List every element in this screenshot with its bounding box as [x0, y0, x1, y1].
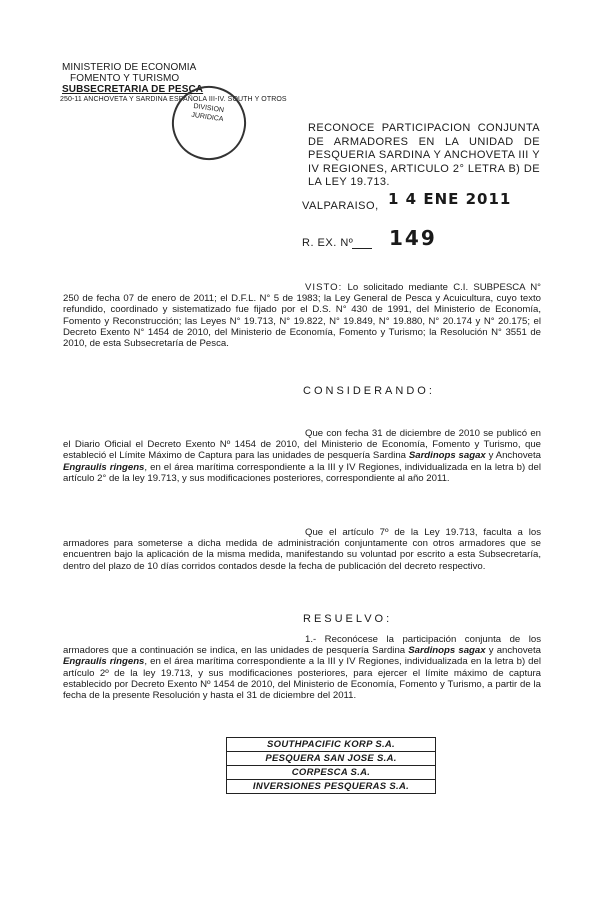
resuelvo-p1-text-a: 1.- Reconócese la participación conjunta de los armadores que a continuación se indica, en las unidades de pesquería Sardina — [63, 634, 541, 657]
species-anchoveta: Engraulis ringens — [63, 656, 145, 668]
species-anchoveta: Engraulis ringens — [63, 461, 145, 473]
company-name: SOUTHPACIFIC KORP S.A. — [227, 738, 436, 752]
visto-text: Lo solicitado mediante C.I. SUBPESCA N° 250 de fecha 07 de enero de 2011; el D.F.L. N° 5 de 1983; la Ley General de Pesca y Acuicultura, cuyo texto refundido, coordinado y sistematizado fue fijado por el D.S. N° 430 de 1991, del Ministerio de Economía, Fomento y Reconstrucción; las Leyes N° 19.713, N° 19.822, N° 19.849, N° 19.880, N° 20.174 y N° 20.175; el Decreto Exento N° 1454 de 2010, del Ministerio de Economía, Fomento y Turismo; la Resolución N° 3551 de 2010, de esta Subsecretaría de Pesca. — [63, 282, 541, 350]
table-row — [227, 738, 436, 752]
visto-paragraph — [63, 282, 541, 349]
ministry-name: MINISTERIO DE ECONOMIA — [62, 62, 197, 73]
company-name: INVERSIONES PESQUERAS S.A. — [227, 780, 436, 794]
table-row — [227, 752, 436, 766]
date-stamp: 1 4 ENE 2011 — [388, 190, 512, 208]
considerando-p1-text-a: Que con fecha 31 de diciembre de 2010 se publicó en el Diario Oficial el Decreto Exento Nº 1454 de 2010, del Ministerio de Economía, Fomento y Turismo, que estableció el Límite Máximo de Captura para las unidades de pesquería Sardina — [63, 428, 541, 462]
table-row — [227, 780, 436, 794]
considerando-paragraph-1 — [63, 428, 541, 484]
visto-label: VISTO: — [305, 282, 343, 293]
resuelvo-p1-text-b: y anchoveta — [485, 645, 541, 657]
considerando-p2-text: Que el artículo 7º de la Ley 19.713, faculta a los armadores para someterse a dicha medida de administración conjuntamente con otros armadores que se encuentren bajo la aplicación de la misma medida, manifestando su voluntad por escrito a esta Subsecretaría, dentro del plazo de 10 días corridos contados desde la fecha de publicación del decreto respectivo. — [63, 527, 541, 572]
considerando-paragraph-2 — [63, 527, 541, 572]
ministry-subname: FOMENTO Y TURISMO — [70, 73, 180, 84]
companies-table — [226, 737, 436, 794]
subsecretaria-name: SUBSECRETARIA DE PESCA — [62, 84, 204, 95]
resolution-label: R. EX. Nº — [302, 237, 354, 249]
considerando-p1-text-b: y Anchoveta — [485, 450, 542, 462]
resuelvo-paragraph-1 — [63, 634, 541, 701]
resolution-number: 149 — [389, 226, 437, 250]
considerando-heading: CONSIDERANDO: — [303, 385, 435, 397]
file-reference: 250-11 ANCHOVETA Y SARDINA ESPAÑOLA III-IV. SOUTH Y OTROS — [60, 96, 287, 103]
stamp-text: DIVISION JURIDICA — [190, 102, 225, 124]
document-title: RECONOCE PARTICIPACION CONJUNTA DE ARMADORES EN LA UNIDAD DE PESQUERIA SARDINA Y ANCHOVETA III Y IV REGIONES, ARTICULO 2° LETRA B) DE LA LEY 19.713. — [308, 122, 540, 189]
resuelvo-p1-text-c: , en el área marítima correspondiente a la III y IV Regiones, individualizada en la letra b) del artículo 2º de la ley 19.713, y sus modificaciones posteriores, para ejercer el límite máximo de captura establecido por Decreto Exento Nº 1454 de 2010, del Ministerio de Economía, Fomento y Turismo, a partir de la fecha de la presente Resolución y hasta el 31 de diciembre del 2011. — [63, 656, 541, 702]
resolution-underline — [352, 248, 372, 249]
company-name: PESQUERA SAN JOSE S.A. — [227, 752, 436, 766]
species-sardina: Sardinops sagax — [408, 450, 486, 462]
resuelvo-heading: RESUELVO: — [303, 613, 393, 625]
place: VALPARAISO, — [302, 200, 379, 212]
species-sardina: Sardinops sagax — [408, 645, 486, 657]
considerando-p1-text-c: , en el área marítima correspondiente a la III y IV Regiones, individualizada en la letra b) del artículo 2° de la ley 19.713, y sus modificaciones posteriores, correspondiente al año 2011. — [63, 461, 541, 484]
company-name: CORPESCA S.A. — [227, 766, 436, 780]
table-row — [227, 766, 436, 780]
